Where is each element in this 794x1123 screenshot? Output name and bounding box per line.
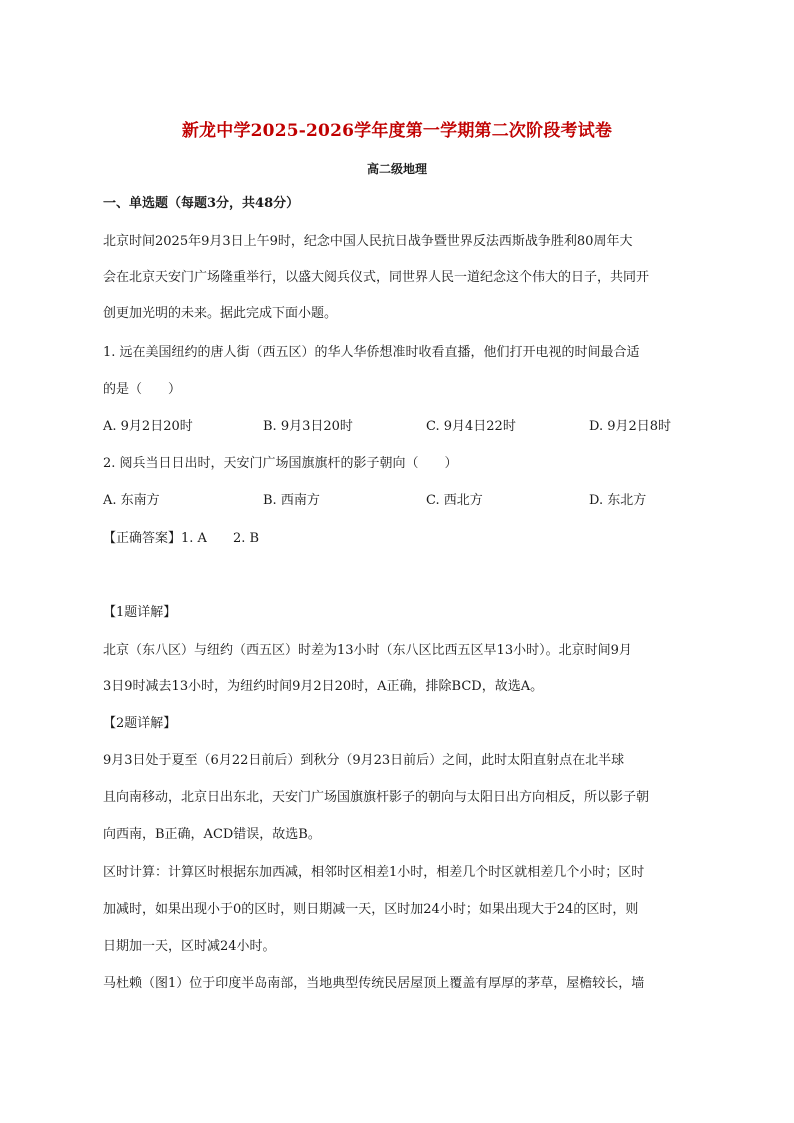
question-1-stem: 1. 远在美国纽约的唐人街（西五区）的华人华侨想准时收看直播，他们打开电视的时间最合适 — [103, 345, 640, 360]
q1-option-a: A. 9月2日20时 — [103, 419, 193, 434]
q2-option-b: B. 西南方 — [263, 493, 320, 508]
detail-2-line: 且向南移动，北京日出东北，天安门广场国旗旗杆影子的朝向与太阳日出方向相反，所以影子朝 — [103, 790, 650, 805]
q1-option-b: B. 9月3日20时 — [263, 419, 353, 434]
q2-option-c: C. 西北方 — [426, 493, 483, 508]
detail-1-line: 北京（东八区）与纽约（西五区）时差为13小时（东八区比西五区早13小时）。北京时间9月 — [103, 643, 632, 658]
detail-2-line: 加减时，如果出现小于0的区时，则日期减一天，区时加24小时；如果出现大于24的区时，则 — [103, 902, 639, 917]
passage-line: 会在北京天安门广场隆重举行，以盛大阅兵仪式，同世界人民一道纪念这个伟大的日子，共同开 — [103, 270, 650, 285]
passage-line: 创更加光明的未来。据此完成下面小题。 — [103, 306, 338, 321]
detail-2-line: 9月3日处于夏至（6月22日前后）到秋分（9月23日前后）之间，此时太阳直射点在北半球 — [103, 753, 625, 768]
detail-2-line: 向西南，B正确，ACD错误，故选B。 — [103, 827, 321, 842]
answer-label: 【正确答案】 — [103, 531, 182, 546]
detail-2-line: 区时计算：计算区时根据东加西减，相邻时区相差1小时，相差几个时区就相差几个小时；区时 — [103, 865, 645, 880]
detail-2-line: 日期加一天，区时减24小时。 — [103, 939, 276, 954]
question-1-stem-cont: 的是（ ） — [103, 382, 182, 397]
q1-option-d: D. 9月2日8时 — [589, 419, 672, 434]
answer-text: 1. A 2. B — [181, 531, 260, 546]
question-2-stem: 2. 阅兵当日日出时，天安门广场国旗旗杆的影子朝向（ ） — [103, 456, 458, 471]
detail-1-line: 3日9时减去13小时，为纽约时间9月2日20时，A正确，排除BCD，故选A。 — [103, 679, 544, 694]
passage-line: 北京时间2025年9月3日上午9时，纪念中国人民抗日战争暨世界反法西斯战争胜利80周年大 — [103, 234, 633, 249]
exam-subtitle: 高二级地理 — [366, 162, 427, 176]
q2-option-a: A. 东南方 — [103, 493, 160, 508]
detail-2-heading: 【2题详解】 — [103, 716, 177, 731]
q1-option-c: C. 9月4日22时 — [426, 419, 516, 434]
q2-option-d: D. 东北方 — [589, 493, 647, 508]
passage-2-line: 马杜赖（图1）位于印度半岛南部，当地典型传统民居屋顶上覆盖有厚厚的茅草，屋檐较长，墙 — [103, 976, 645, 991]
exam-title: 新龙中学2025-2026学年度第一学期第二次阶段考试卷 — [181, 121, 613, 141]
answer-line — [103, 531, 259, 547]
detail-1-heading: 【1题详解】 — [103, 605, 177, 620]
section-heading: 一、单选题（每题3分，共48分） — [103, 196, 300, 211]
